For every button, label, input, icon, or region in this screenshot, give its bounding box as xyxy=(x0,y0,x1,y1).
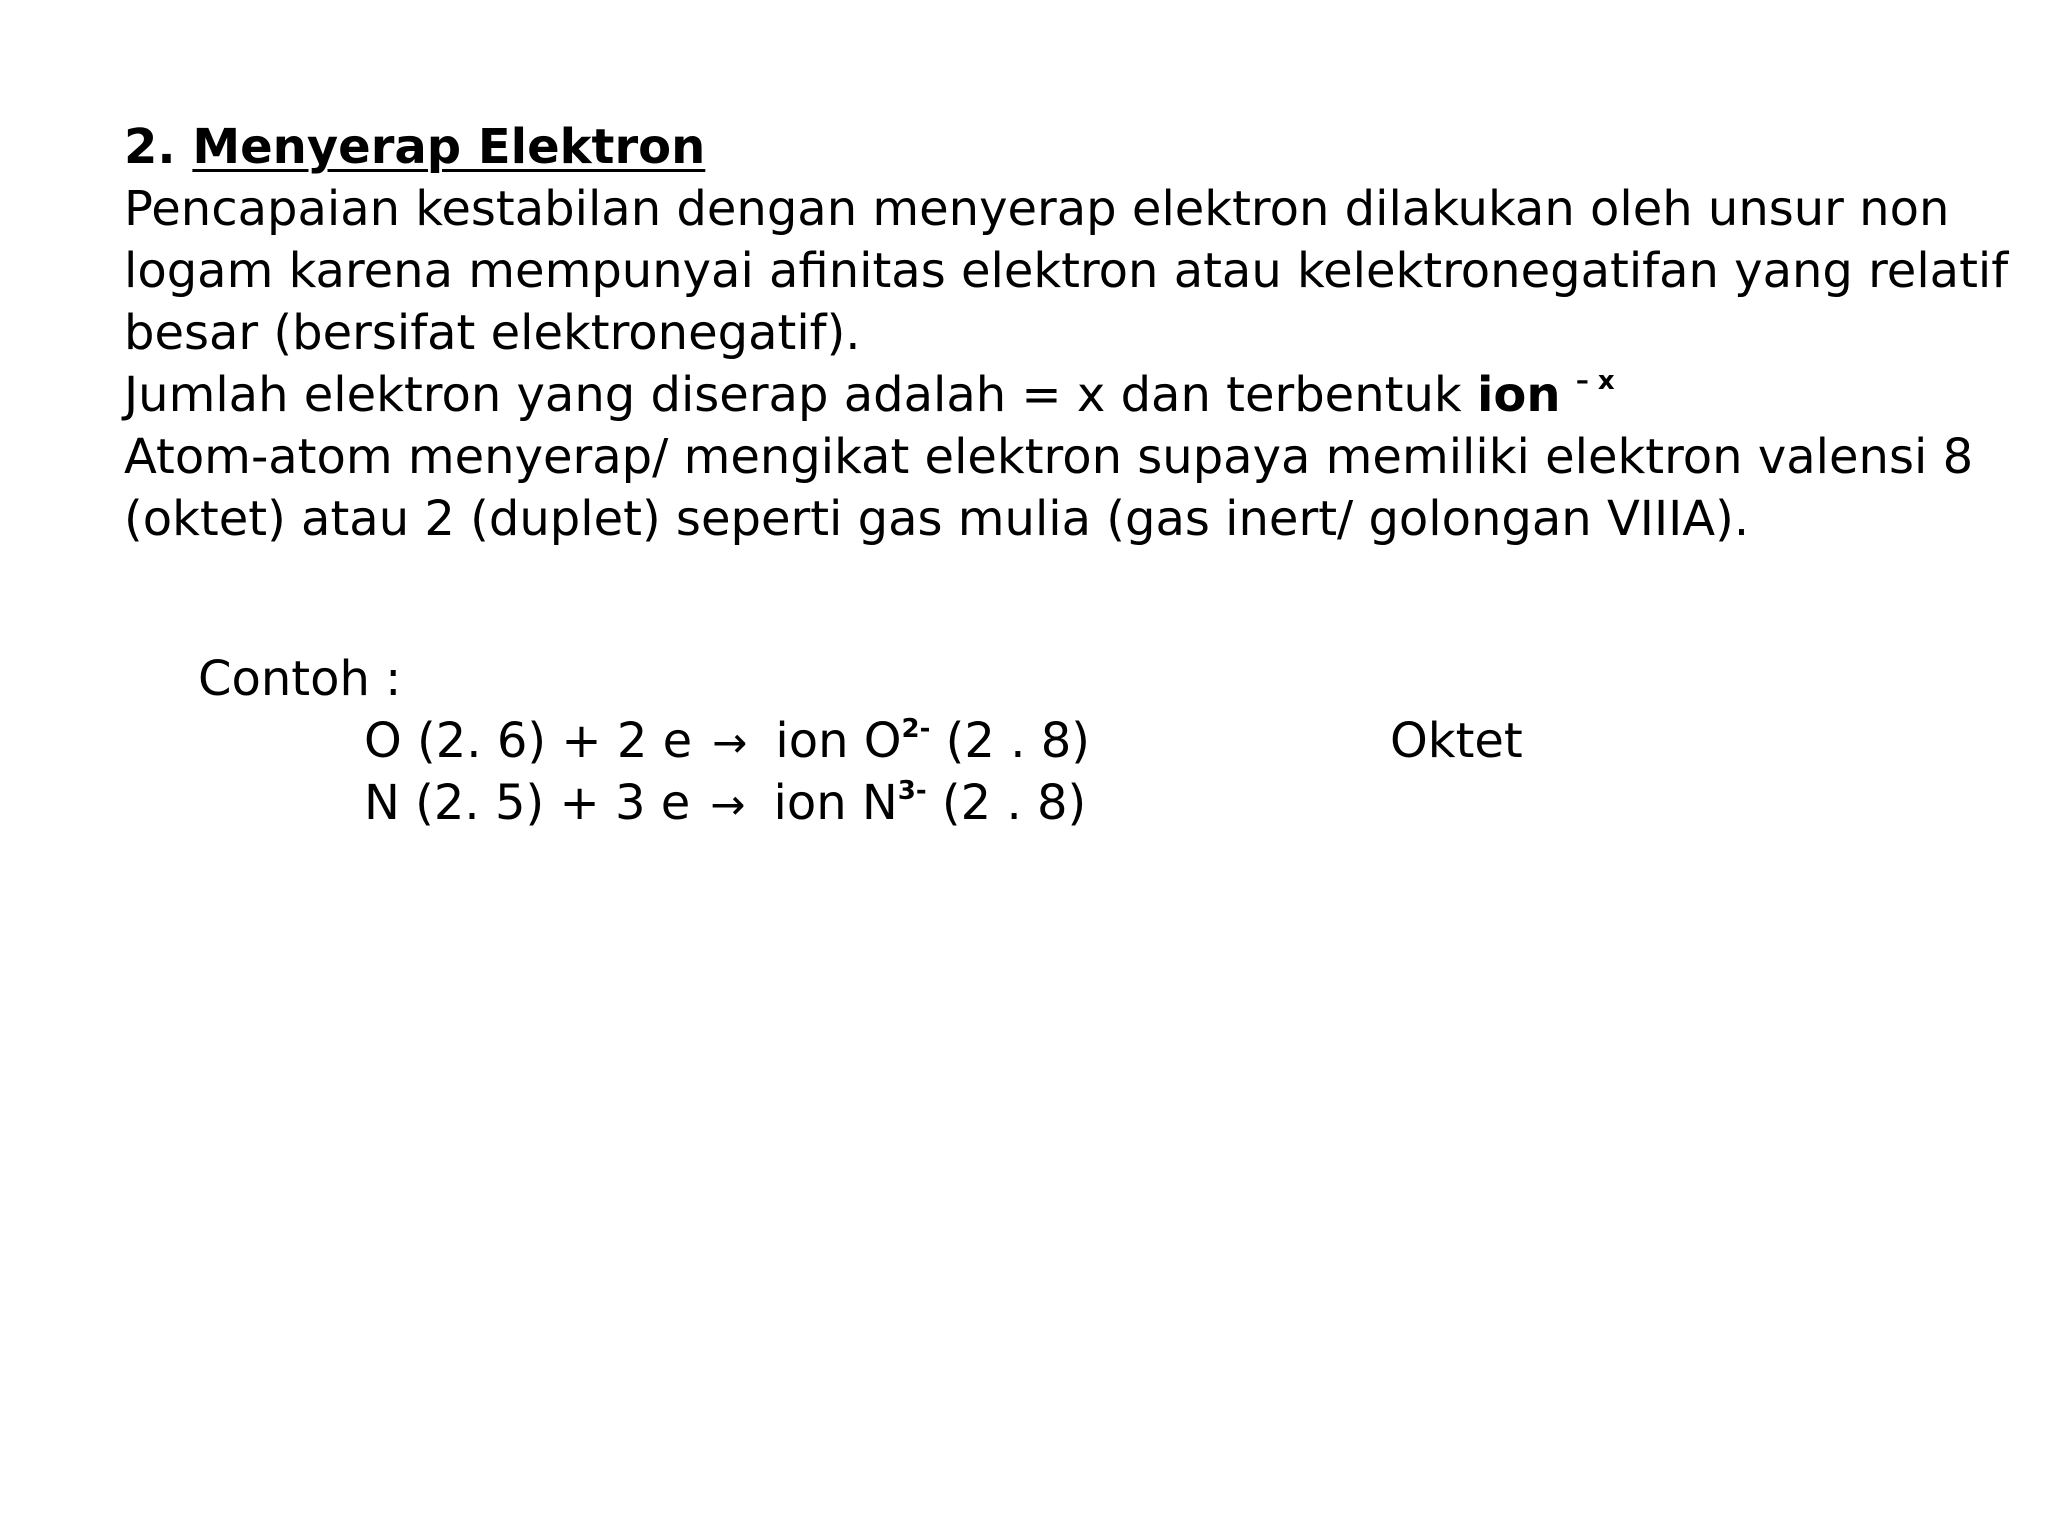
example-note: Oktet xyxy=(1390,713,1523,769)
ion-charge-superscript: – x xyxy=(1575,366,1615,396)
right-arrow-icon: → xyxy=(712,718,748,767)
equation-nitrogen xyxy=(364,772,1086,836)
equation-ion: ion O xyxy=(775,713,902,769)
equation-charge: 3- xyxy=(897,776,927,806)
equation-config: (2 . 8) xyxy=(926,775,1087,831)
right-arrow-icon: → xyxy=(710,780,746,829)
body-paragraph xyxy=(124,178,2009,550)
paragraph-line-5: Atom-atom menyerap/ mengikat elektron supaya memiliki elektron valensi 8 xyxy=(124,429,1974,485)
equation-config: (2 . 8) xyxy=(930,713,1090,769)
paragraph-line-1: Pencapaian kestabilan dengan menyerap elektron dilakukan oleh unsur non xyxy=(124,181,1950,237)
paragraph-line-4-text: Jumlah elektron yang diserap adalah = x dan terbentuk xyxy=(124,367,1477,423)
paragraph-line-2: logam karena mempunyai afinitas elektron atau kelektronegatifan yang relatif xyxy=(124,243,2009,299)
paragraph-line-3: besar (bersifat elektronegatif). xyxy=(124,305,861,361)
equation-ion: ion N xyxy=(773,775,898,831)
equation-oxygen xyxy=(364,710,1090,774)
example-label: Contoh : xyxy=(198,651,402,707)
ion-label: ion xyxy=(1476,367,1561,423)
section-heading xyxy=(124,116,705,178)
paragraph-line-4 xyxy=(124,364,1984,426)
equation-charge: 2- xyxy=(901,714,931,744)
paragraph-line-6: (oktet) atau 2 (duplet) seperti gas mulia (gas inert/ golongan VIIIA). xyxy=(124,491,1750,547)
equation-left: N (2. 5) + 3 e xyxy=(364,775,691,831)
heading-number: 2. xyxy=(124,119,176,175)
equation-left: O (2. 6) + 2 e xyxy=(364,713,693,769)
heading-title: Menyerap Elektron xyxy=(192,119,706,175)
